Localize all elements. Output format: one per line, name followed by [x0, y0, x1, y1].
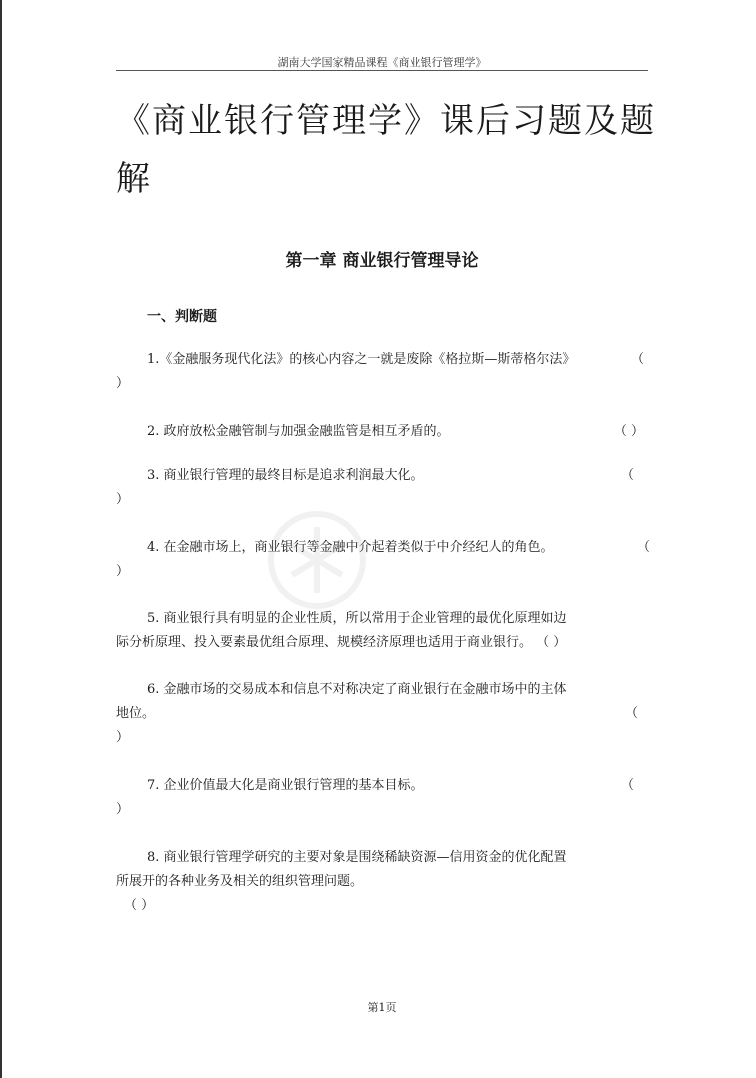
- header-rule: [116, 70, 648, 71]
- answer-paren-close: ）: [116, 492, 130, 507]
- answer-paren: （ ）: [124, 898, 155, 913]
- answer-paren: （: [620, 778, 634, 793]
- question-item: [116, 464, 644, 512]
- running-header: 湖南大学国家精品课程《商业银行管理学》: [277, 56, 487, 69]
- question-text: 3. 商业银行管理的最终目标是追求利润最大化。: [147, 468, 424, 483]
- answer-paren: （: [630, 352, 644, 367]
- question-text-continued: 际分析原理、投入要素最优组合原理、规模经济原理也适用于商业银行。 （ ）: [116, 635, 567, 650]
- question-item: [116, 348, 644, 396]
- answer-paren-close: ）: [116, 730, 130, 745]
- question-text: 2. 政府放松金融管制与加强金融监管是相互矛盾的。: [147, 424, 450, 439]
- answer-paren: （: [620, 468, 634, 483]
- question-text: 6. 金融市场的交易成本和信息不对称决定了商业银行在金融市场中的主体: [147, 682, 567, 697]
- chapter-title: 第一章 商业银行管理导论: [285, 251, 479, 271]
- question-item: [116, 678, 644, 750]
- answer-paren-close: ）: [116, 564, 130, 579]
- answer-paren-close: ）: [116, 802, 130, 817]
- question-item: [116, 536, 650, 584]
- question-text: 5. 商业银行具有明显的企业性质，所以常用于企业管理的最优化原理如边: [147, 611, 567, 626]
- answer-paren: （ ）: [613, 424, 644, 439]
- answer-paren: （: [624, 706, 638, 721]
- document-title: 《商业银行管理学》课后习题及题解: [116, 101, 656, 199]
- answer-paren: （: [636, 540, 650, 555]
- page-number: 第1页: [367, 1001, 397, 1014]
- question-text: 7. 企业价值最大化是商业银行管理的基本目标。: [147, 778, 424, 793]
- question-text-continued: [116, 702, 644, 726]
- question-text: 8. 商业银行管理学研究的主要对象是围绕稀缺资源—信用资金的优化配置: [147, 850, 567, 865]
- question-text-continued: 所展开的各种业务及相关的组织管理问题。: [116, 874, 364, 889]
- page-left-border: [0, 0, 2, 1078]
- question-text: 4. 在金融市场上，商业银行等金融中介起着类似于中介经纪人的角色。: [147, 540, 554, 555]
- question-item: [116, 774, 644, 822]
- question-item: [116, 607, 644, 655]
- question-text-tail: 地位。: [116, 706, 156, 721]
- question-text: 1.《金融服务现代化法》的核心内容之一就是废除《格拉斯—斯蒂格尔法》: [147, 352, 576, 367]
- question-item: [116, 846, 644, 918]
- section-title: 一、判断题: [147, 309, 217, 325]
- answer-paren-close: ）: [116, 376, 130, 391]
- seal-watermark-icon: [262, 505, 372, 615]
- question-item: [116, 420, 644, 444]
